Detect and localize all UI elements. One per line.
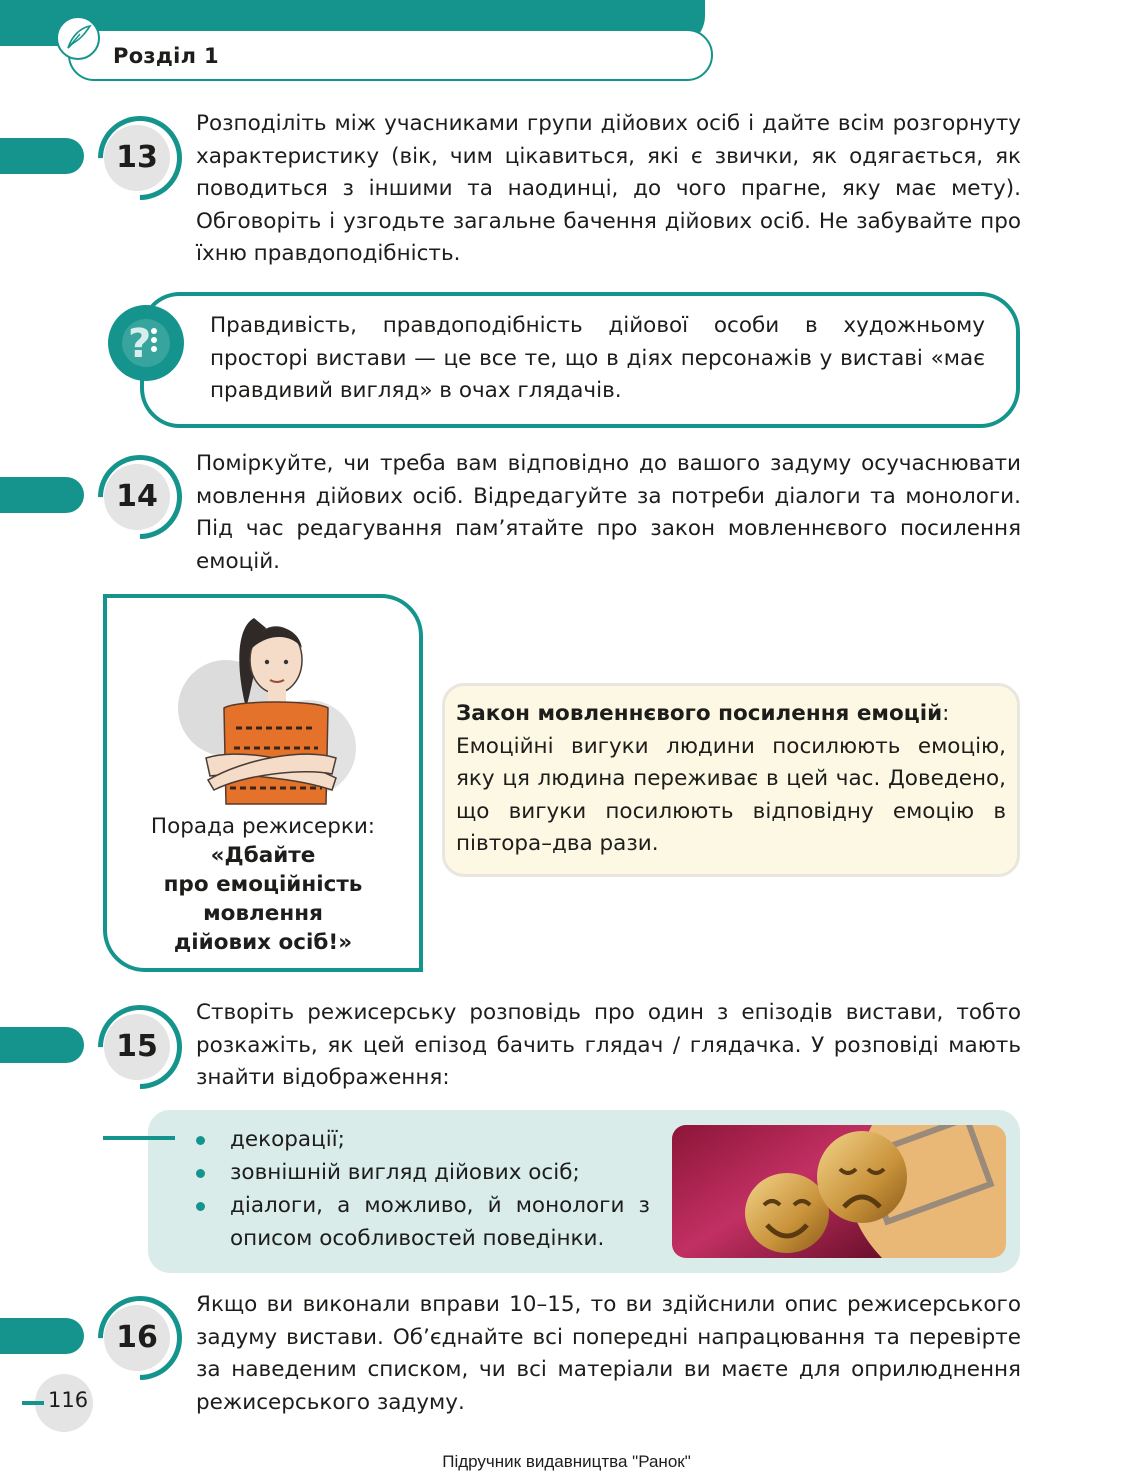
exercise-number: 14 [104, 464, 170, 530]
page-number-line [22, 1401, 44, 1405]
law-text [456, 698, 1006, 861]
list-marker-line [103, 1136, 175, 1140]
bullet-dot [196, 1169, 205, 1178]
exercise-13-text: Розподіліть між учасниками групи дійових осіб і дайте всім розгорнуту характеристику (вік, чим цікавиться, які є звички, як одягається, як поводиться з іншими та наодинці, до чого прагне, яку має мету). Обговоріть і узгодьте загальне бачення дійових осіб. Не забувайте про їхню правдоподібність. [196, 111, 1021, 266]
theater-masks-image [672, 1125, 1006, 1258]
list-item: діалоги, а можливо, й монологи з описом особливостей поведінки. [230, 1193, 650, 1251]
advice-prefix: Порада режисерки: [150, 814, 376, 839]
exercise-tab [0, 477, 84, 513]
bullet-dot [196, 1136, 205, 1145]
advice-line: про емоційність [163, 872, 363, 897]
exercise-15-text: Створіть режисерську розповідь про один з епізодів вистави, тобто розкажіть, як цей епізод бачить глядач / глядачка. У розповіді мають знайти відображення: [196, 1000, 1021, 1090]
publisher-footer: Підручник видавництва "Ранок" [442, 1452, 691, 1471]
exercise-number: 16 [104, 1305, 170, 1371]
exercise-tab [0, 138, 84, 174]
exercise-tab [0, 1027, 84, 1063]
definition-text: Правдивість, правдоподібність дійової особи в художньому просторі вистави — це все те, що в діях персонажів у виставі «має правдивий вигляд» в очах глядачів. [210, 313, 985, 403]
bullet-dot [196, 1202, 205, 1211]
list-item: декорації; [230, 1127, 345, 1152]
question-bubble-icon [108, 305, 184, 381]
law-title: Закон мовленнєвого посилення емоцій [456, 701, 943, 726]
exercise-16-text: Якщо ви виконали вправи 10–15, то ви здійснили опис режисерського задуму вистави. Об’єднайте всі попередні напрацювання та перевірте за наведеним списком, чи всі матеріали ви маєте для оприлюднення режисерського задуму. [196, 1292, 1021, 1415]
page-number: 116 [48, 1388, 89, 1412]
feather-icon [56, 16, 100, 60]
advice-line: «Дбайте [210, 843, 316, 868]
law-colon: : [942, 701, 950, 726]
advice-line: мовлення [203, 901, 323, 926]
law-body: Емоційні вигуки людини посилюють емоцію, яку ця людина переживає в цей час. Доведено, що вигуки посилюють відповідну емоцію в півтора–два рази. [456, 733, 1006, 856]
advice-caption [120, 812, 406, 957]
exercise-14-text: Поміркуйте, чи треба вам відповідно до вашого задуму осучаснювати мовлення дійових осіб. Відредагуйте за потреби діалоги та монологи. Під час редагування пам’ятайте про закон мовленнєвого посилення емоцій. [196, 451, 1021, 574]
girl-illustration [176, 608, 366, 806]
svg-text:?: ? [128, 321, 152, 367]
list-item: зовнішній вигляд дійових осіб; [230, 1160, 580, 1185]
section-title: Розділ 1 [113, 44, 219, 68]
exercise-number: 13 [104, 125, 170, 191]
exercise-number: 15 [104, 1014, 170, 1080]
advice-line: дійових осіб!» [173, 930, 353, 955]
exercise-tab [0, 1318, 84, 1354]
